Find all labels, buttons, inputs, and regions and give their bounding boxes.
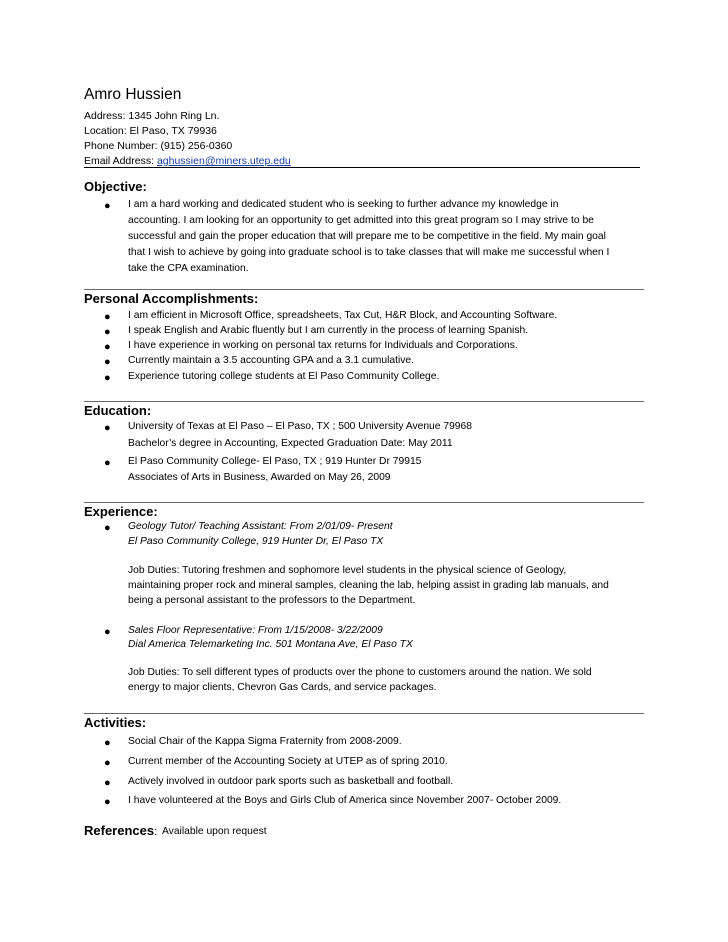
bullet-icon: ● bbox=[104, 757, 111, 769]
bullet-icon: ● bbox=[104, 341, 111, 353]
accomplishments-heading: Personal Accomplishments: bbox=[84, 291, 259, 306]
list-item: I speak English and Arabic fluently but I am currently in the process of learning Spanish. bbox=[128, 325, 529, 336]
list-item: Actively involved in outdoor park sports such as basketball and football. bbox=[128, 776, 454, 787]
address-line: Address: 1345 John Ring Ln. bbox=[84, 110, 220, 122]
job-duties-line: maintaining proper rock and mineral samples, cleaning the lab, helping assist in grading lab manuals, and bbox=[128, 580, 609, 591]
references-heading-text: References bbox=[84, 823, 155, 838]
job-title: Sales Floor Representative: From 1/15/2008- 3/22/2009 bbox=[128, 625, 383, 636]
job-duties-line: Job Duties: To sell different types of products over the phone to customers around the nation. We sold bbox=[128, 667, 592, 678]
bullet-icon: ● bbox=[104, 626, 111, 638]
education-degree: Bachelor’s degree in Accounting, Expected Graduation Date: May 2011 bbox=[128, 438, 453, 449]
bullet-icon: ● bbox=[104, 200, 111, 212]
bullet-icon: ● bbox=[104, 457, 111, 469]
bullet-icon: ● bbox=[104, 522, 111, 534]
location-line: Location: El Paso, TX 79936 bbox=[84, 125, 217, 137]
references-text: Available upon request bbox=[162, 826, 267, 837]
experience-heading: Experience: bbox=[84, 504, 158, 519]
email-line bbox=[84, 155, 291, 167]
section-divider bbox=[84, 401, 644, 402]
objective-line: that I wish to achieve by going into graduate school is to take classes that will make me successful when I bbox=[128, 247, 610, 258]
objective-line: accounting. I am looking for an opportunity to get admitted into this great program so I may strive to be bbox=[128, 215, 594, 226]
objective-line: successful and gain the proper education that will prepare me to be competitive in the field. My main goal bbox=[128, 231, 606, 242]
bullet-icon: ● bbox=[104, 356, 111, 368]
section-divider bbox=[84, 713, 644, 714]
education-degree: Associates of Arts in Business, Awarded on May 26, 2009 bbox=[128, 472, 391, 483]
job-title: Geology Tutor/ Teaching Assistant: From 2/01/09- Present bbox=[128, 521, 393, 532]
references-heading bbox=[84, 823, 157, 838]
list-item: Social Chair of the Kappa Sigma Fraternity from 2008-2009. bbox=[128, 736, 402, 747]
references-colon: : bbox=[154, 826, 158, 838]
job-place: El Paso Community College, 919 Hunter Dr, El Paso TX bbox=[128, 536, 384, 547]
list-item: Currently maintain a 3.5 accounting GPA and a 3.1 cumulative. bbox=[128, 355, 414, 366]
bullet-icon: ● bbox=[104, 796, 111, 808]
email-label: Email Address: bbox=[84, 155, 157, 167]
job-duties-line: energy to major clients, Chevron Gas Cards, and service packages. bbox=[128, 682, 437, 693]
list-item: Experience tutoring college students at El Paso Community College. bbox=[128, 371, 440, 382]
email-link[interactable]: aghussien@miners.utep.edu bbox=[156, 155, 291, 167]
header-divider bbox=[84, 167, 640, 168]
list-item: Current member of the Accounting Society at UTEP as of spring 2010. bbox=[128, 756, 448, 767]
education-heading: Education: bbox=[84, 403, 152, 418]
objective-line: take the CPA examination. bbox=[128, 263, 249, 274]
section-divider bbox=[84, 502, 644, 503]
bullet-icon: ● bbox=[104, 372, 111, 384]
applicant-name: Amro Hussien bbox=[84, 86, 182, 103]
bullet-icon: ● bbox=[104, 326, 111, 338]
bullet-icon: ● bbox=[104, 311, 111, 323]
bullet-icon: ● bbox=[104, 422, 111, 434]
bullet-icon: ● bbox=[104, 737, 111, 749]
job-duties-line: Job Duties: Tutoring freshmen and sophomore level students in the physical science of Geology, bbox=[128, 565, 567, 576]
job-duties-line: being a personal assistant to the professors to the Department. bbox=[128, 595, 416, 606]
list-item: I have experience in working on personal tax returns for Individuals and Corporations. bbox=[128, 340, 518, 351]
list-item: I am efficient in Microsoft Office, spreadsheets, Tax Cut, H&R Block, and Accounting Software. bbox=[128, 310, 558, 321]
education-institution: University of Texas at El Paso – El Paso, TX ; 500 University Avenue 79968 bbox=[128, 421, 472, 432]
education-institution: El Paso Community College- El Paso, TX ; 919 Hunter Dr 79915 bbox=[128, 456, 422, 467]
bullet-icon: ● bbox=[104, 777, 111, 789]
activities-heading: Activities: bbox=[84, 715, 147, 730]
phone-line: Phone Number: (915) 256-0360 bbox=[84, 140, 233, 152]
objective-line: I am a hard working and dedicated student who is seeking to further advance my knowledge in bbox=[128, 199, 559, 210]
objective-heading: Objective: bbox=[84, 179, 147, 194]
section-divider bbox=[84, 289, 644, 290]
job-place: Dial America Telemarketing Inc. 501 Montana Ave, El Paso TX bbox=[128, 639, 413, 650]
list-item: I have volunteered at the Boys and Girls Club of America since November 2007- October 2009. bbox=[128, 795, 562, 806]
